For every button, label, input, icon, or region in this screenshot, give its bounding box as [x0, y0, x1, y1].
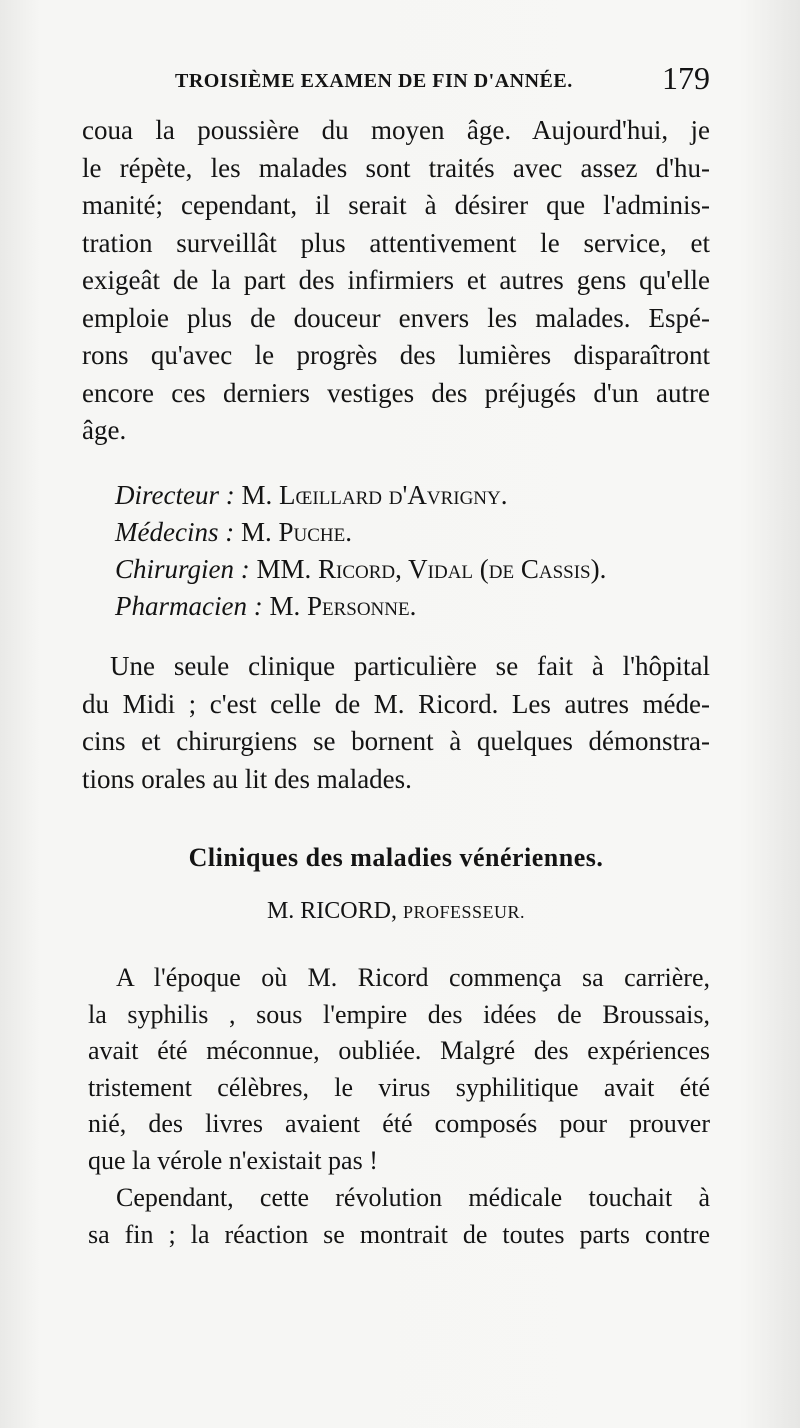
text-line: le répète, les malades sont traités avec assez d'hu-	[82, 152, 710, 183]
staff-role: Chirurgien :	[115, 554, 250, 584]
professor-heading	[82, 898, 710, 925]
text-line: exigeât de la part des infirmiers et autres gens qu'elle	[82, 265, 710, 295]
paragraph-revolution	[88, 1180, 710, 1253]
staff-row-directeur	[115, 477, 715, 514]
staff-role: Médecins :	[115, 517, 235, 547]
text-line: A l'époque où M. Ricord commença sa carrière,	[116, 963, 710, 992]
professor-title: PROFESSEUR.	[402, 902, 526, 922]
text-line: rons qu'avec le progrès des lumières disparaîtront	[82, 340, 710, 370]
paragraph-ricord-career	[88, 960, 710, 1179]
staff-name: MM. Ricord, Vidal (de Cassis).	[256, 554, 607, 584]
text-line: du Midi ; c'est celle de M. Ricord. Les autres méde-	[82, 688, 710, 719]
text-line: tions orales au lit des malades.	[82, 763, 412, 794]
staff-role: Pharmacien :	[115, 591, 263, 621]
text-line: la syphilis , sous l'empire des idées de Broussais,	[88, 999, 710, 1029]
staff-row-medecins	[115, 514, 715, 551]
staff-row-pharmacien	[115, 588, 715, 625]
page-header	[175, 60, 710, 104]
text-line: encore ces derniers vestiges des préjugés d'un autre	[82, 377, 710, 408]
text-line: âge.	[82, 415, 127, 445]
staff-name: M. Personne.	[269, 591, 417, 621]
text-line: emploie plus de douceur envers les malades. Espé-	[82, 302, 710, 333]
text-line: manité; cependant, il serait à désirer que l'adminis-	[82, 190, 710, 220]
staff-name: M. Puche.	[240, 517, 352, 547]
section-title: Cliniques des maladies vénériennes.	[188, 843, 604, 872]
text-line: tristement célèbres, le virus syphilitique avait été	[88, 1072, 710, 1102]
text-line: coua la poussière du moyen âge. Aujourd'hui, je	[82, 115, 710, 145]
staff-name: M. Lœillard d'Avrigny.	[241, 480, 508, 510]
text-line: que la vérole n'existait pas !	[88, 1145, 378, 1175]
professor-name: M. RICORD,	[266, 898, 397, 924]
text-line: cins et chirurgiens se bornent à quelques démonstra-	[82, 726, 710, 756]
text-line: avait été méconnue, oubliée. Malgré des expériences	[88, 1036, 710, 1065]
staff-row-chirurgien	[115, 551, 715, 588]
text-line: sa fin ; la réaction se montrait de toutes parts contre	[88, 1219, 710, 1249]
text-line: nié, des livres avaient été composés pour prouver	[88, 1109, 710, 1138]
page-number: 179	[662, 60, 710, 96]
staff-list	[115, 477, 715, 625]
paragraph-clinique	[82, 648, 710, 798]
text-line: tration surveillât plus attentivement le service, et	[82, 227, 710, 258]
text-line: Une seule clinique particulière se fait à l'hôpital	[110, 651, 710, 681]
paragraph-hospital-care	[82, 112, 710, 450]
text-line: Cependant, cette révolution médicale touchait à	[116, 1183, 710, 1212]
running-title: TROISIÈME EXAMEN DE FIN D'ANNÉE.	[175, 70, 573, 92]
staff-role: Directeur :	[115, 480, 235, 510]
